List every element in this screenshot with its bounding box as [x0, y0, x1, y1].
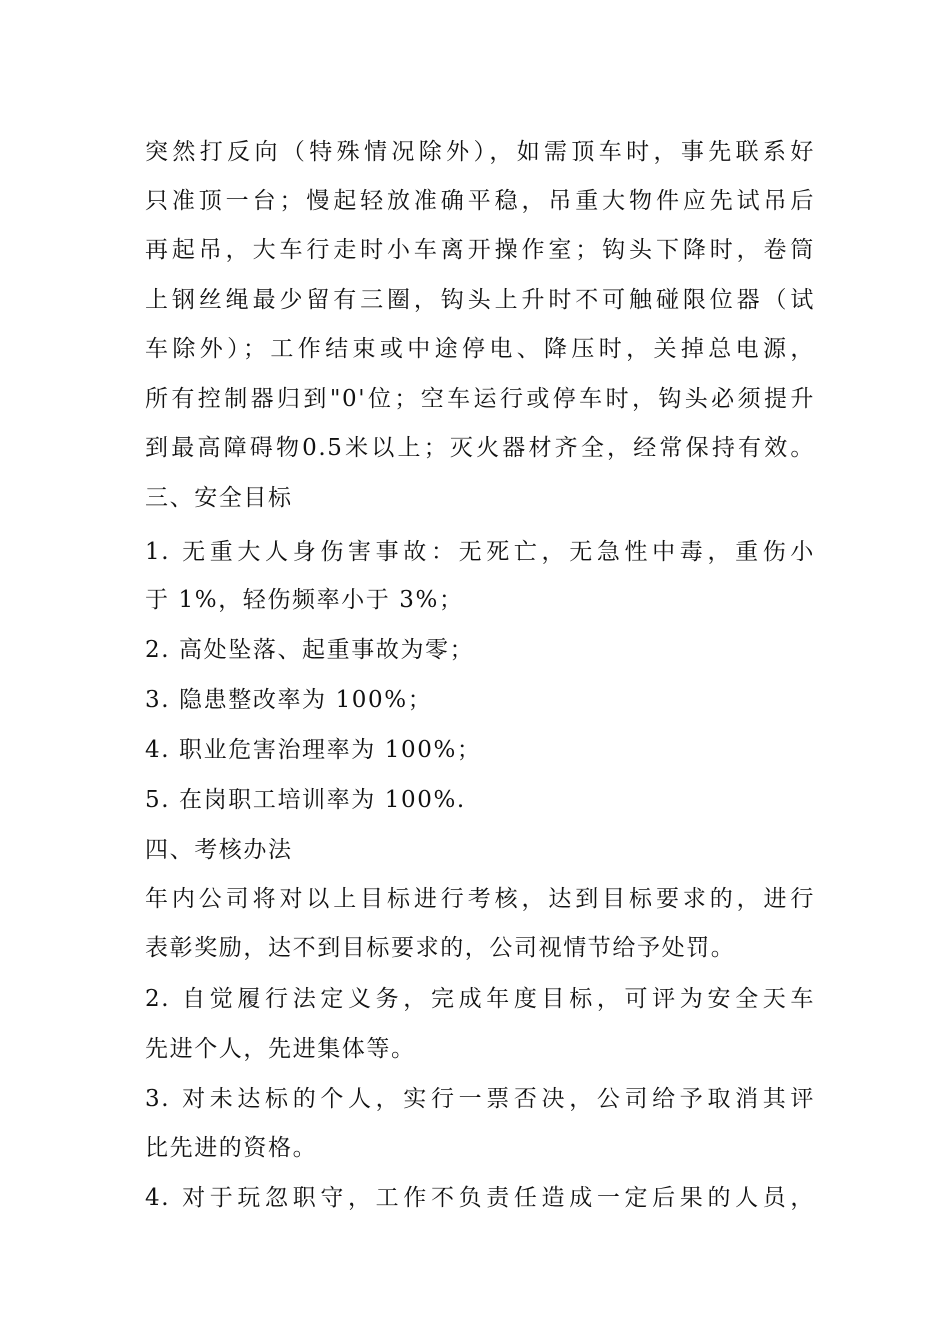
list-item: 3. 对未达标的个人，实行一票否决，公司给予取消其评 — [145, 1086, 815, 1112]
list-item: 2. 自觉履行法定义务，完成年度目标，可评为安全天车 — [145, 986, 815, 1012]
body-text-line: 所有控制器归到"0'位；空车运行或停车时，钩头必须提升 — [145, 386, 815, 412]
list-item: 1. 无重大人身伤害事故：无死亡，无急性中毒，重伤小 — [145, 539, 815, 565]
body-text-line: 表彰奖励，达不到目标要求的，公司视情节给予处罚。 — [145, 935, 736, 961]
body-text-line: 到最高障碍物0.5米以上；灭火器材齐全，经常保持有效。 — [145, 435, 815, 461]
body-text-line: 于 1%，轻伤频率小于 3%； — [145, 587, 464, 613]
section-heading: 四、考核办法 — [145, 837, 293, 863]
body-text-line: 上钢丝绳最少留有三圈，钩头上升时不可触碰限位器（试 — [145, 287, 815, 313]
body-text-line: 车除外）；工作结束或中途停电、降压时，关掉总电源， — [145, 336, 815, 362]
body-text-line: 先进个人，先进集体等。 — [145, 1036, 416, 1062]
body-text-line: 再起吊，大车行走时小车离开操作室；钩头下降时，卷筒 — [145, 237, 815, 263]
body-text-line: 年内公司将对以上目标进行考核，达到目标要求的，进行 — [145, 886, 815, 912]
list-item: 5. 在岗职工培训率为 100%. — [145, 787, 466, 813]
body-text-line: 只准顶一台；慢起轻放准确平稳，吊重大物件应先试吊后 — [145, 188, 815, 214]
body-text-line: 突然打反向（特殊情况除外），如需顶车时，事先联系好 — [145, 139, 815, 165]
list-item: 3. 隐患整改率为 100%； — [145, 687, 433, 713]
list-item: 2. 高处坠落、起重事故为零； — [145, 637, 475, 663]
list-item: 4. 职业危害治理率为 100%； — [145, 737, 482, 763]
body-text-line: 比先进的资格。 — [145, 1135, 318, 1161]
list-item: 4. 对于玩忽职守，工作不负责任造成一定后果的人员， — [145, 1185, 815, 1211]
section-heading: 三、安全目标 — [145, 485, 293, 511]
